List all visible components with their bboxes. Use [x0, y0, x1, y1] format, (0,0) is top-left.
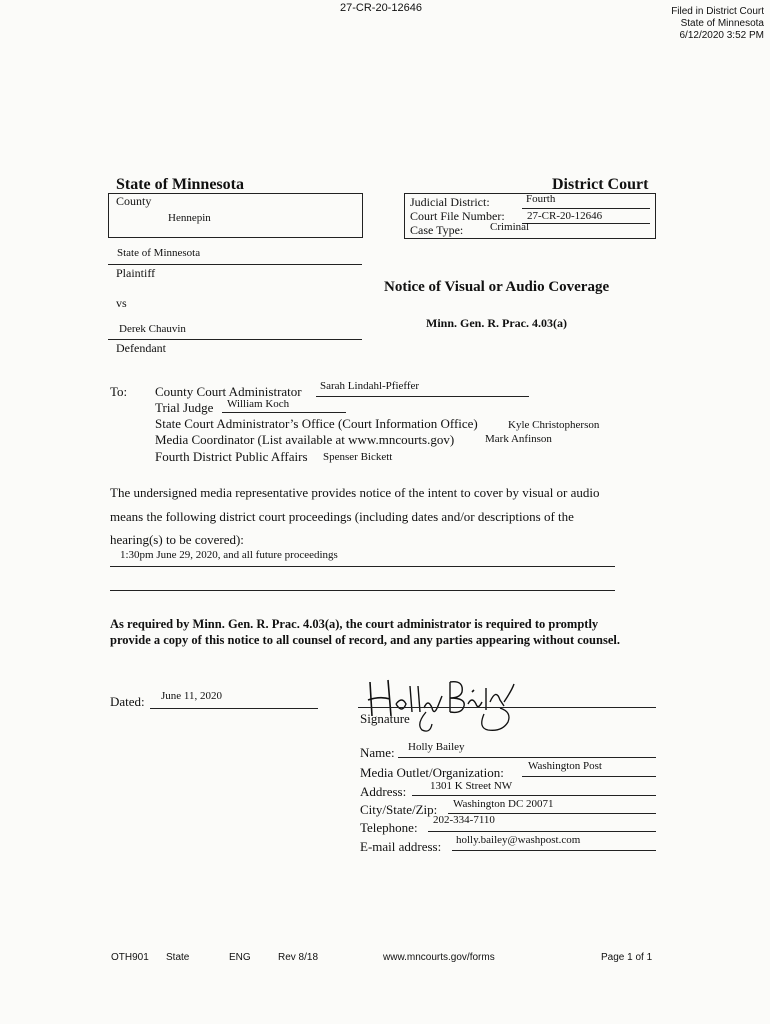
judicial-district-label: Judicial District: [410, 195, 490, 209]
to-public-affairs-label: Fourth District Public Affairs [155, 449, 308, 464]
state-title: State of Minnesota [116, 176, 244, 193]
footer-page: Page 1 of 1 [601, 952, 653, 963]
case-type-label: Case Type: [410, 223, 464, 237]
to-media-coordinator-value: Mark Anfinson [485, 433, 552, 445]
to-county-admin-value: Sarah Lindahl-Pfieffer [320, 380, 420, 392]
email-value: holly.bailey@washpost.com [456, 834, 581, 846]
rule-citation: Minn. Gen. R. Prac. 4.03(a) [426, 316, 567, 330]
to-county-admin-label: County Court Administrator [155, 384, 302, 399]
email-label: E-mail address: [360, 839, 442, 854]
court-file-value: 27-CR-20-12646 [527, 210, 603, 222]
case-type-value: Criminal [490, 221, 530, 233]
county-label: County [116, 194, 152, 208]
outlet-label: Media Outlet/Organization: [360, 765, 504, 780]
body-line-1: The undersigned media representative provides notice of the intent to cover by visual or audio [110, 485, 600, 500]
county-value: Hennepin [168, 212, 211, 224]
notice-title: Notice of Visual or Audio Coverage [384, 279, 610, 295]
court-title: District Court [552, 176, 649, 193]
city-value: Washington DC 20071 [453, 798, 554, 810]
body-line-2: means the following district court proceedings (including dates and/or descriptions of the [110, 509, 574, 524]
body-line-3: hearing(s) to be covered): [110, 532, 244, 547]
address-value: 1301 K Street NW [430, 780, 513, 792]
telephone-label: Telephone: [360, 820, 418, 835]
required-paragraph: As required by Minn. Gen. R. Prac. 4.03(a), the court administrator is required to promptly provide a copy of this notice to all counsel of record, and any parties appearing without counsel. [110, 617, 620, 647]
outlet-value: Washington Post [528, 760, 602, 772]
dated-label: Dated: [110, 694, 145, 709]
footer-url: www.mncourts.gov/forms [383, 952, 495, 963]
footer-rev: Rev 8/18 [278, 952, 319, 963]
defendant-label: Defendant [116, 341, 166, 355]
to-state-court-label: State Court Administrator’s Office (Court Information Office) [155, 416, 478, 431]
case-number-header: 27-CR-20-12646 [340, 2, 422, 14]
city-label: City/State/Zip: [360, 802, 438, 817]
dated-value: June 11, 2020 [161, 690, 223, 702]
telephone-value: 202-334-7110 [433, 814, 495, 826]
address-label: Address: [360, 784, 407, 799]
to-media-coordinator-label: Media Coordinator (List available at www.mncourts.gov) [155, 432, 455, 447]
court-file-label: Court File Number: [410, 209, 505, 223]
plaintiff-label: Plaintiff [116, 266, 156, 280]
plaintiff-name: State of Minnesota [117, 247, 201, 259]
footer-form-id: OTH901 [111, 952, 149, 963]
signature-label: Signature [360, 711, 410, 726]
to-state-court-value: Kyle Christopherson [508, 419, 600, 431]
to-trial-judge-value: William Koch [227, 398, 290, 410]
proceedings-value: 1:30pm June 29, 2020, and all future proceedings [120, 549, 338, 561]
vs-label: vs [116, 296, 127, 310]
to-label: To: [110, 384, 128, 399]
to-public-affairs-value: Spenser Bickett [323, 451, 393, 463]
judicial-district-value: Fourth [526, 193, 556, 205]
footer-lang: ENG [229, 952, 251, 963]
name-label: Name: [360, 745, 395, 760]
filed-stamp: Filed in District Court State of Minnesota 6/12/2020 3:52 PM [671, 6, 764, 41]
to-trial-judge-label: Trial Judge [155, 400, 214, 415]
name-value: Holly Bailey [408, 741, 465, 753]
defendant-name: Derek Chauvin [119, 323, 186, 335]
footer-level: State [166, 952, 190, 963]
